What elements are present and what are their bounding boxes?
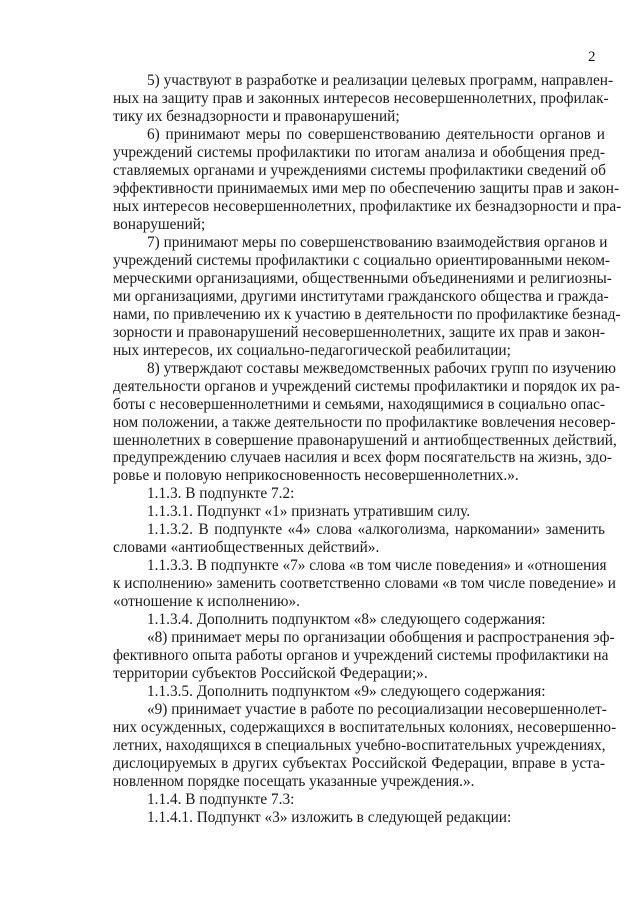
text-line: учреждений системы профилактики по итогам анализа и обобщения пред- xyxy=(113,144,605,161)
text-line: 1.1.3.5. Дополнить подпунктом «9» следующего содержания: xyxy=(147,683,546,700)
page-number: 2 xyxy=(588,49,596,65)
text-line: ровье и половую неприкосновенность несовершеннолетних.». xyxy=(113,467,519,484)
text-line: словами «антиобщественных действий». xyxy=(113,539,380,556)
text-line: тику их безнадзорности и правонарушений; xyxy=(113,108,400,125)
text-line: 5) участвуют в разработке и реализации целевых программ, направлен- xyxy=(147,72,614,89)
text-line: мерческими организациями, общественными объединениями и религиозны- xyxy=(113,270,612,287)
text-line: зорности и правонарушений несовершеннолетних, защите их прав и закон- xyxy=(113,324,605,341)
text-line: дислоцируемых в других субъектах Российской Федерации, вправе в уста- xyxy=(113,755,605,772)
text-line: шеннолетних в совершение правонарушений и антиобщественных действий, xyxy=(113,432,617,449)
text-line: летних, находящихся в специальных учебно-воспитательных учреждениях, xyxy=(113,737,606,754)
text-line: 7) принимают меры по совершенствованию взаимодействия органов и xyxy=(147,234,608,251)
text-line: предупреждению случаев насилия и всех форм посягательств на жизнь, здо- xyxy=(113,449,612,466)
text-line: 8) утверждают составы межведомственных рабочих групп по изучению xyxy=(147,360,616,377)
text-line: новленном порядке посещать указанные учреждения.». xyxy=(113,773,475,790)
text-line: 1.1.3.1. Подпункт «1» признать утратившим силу. xyxy=(147,503,471,520)
text-line: 1.1.3.2. В подпункте «4» слова «алкоголизма, наркомании» заменить xyxy=(147,521,605,538)
text-line: ном положении, а также деятельности по профилактике вовлечения несовер- xyxy=(113,414,616,431)
text-line: учреждений системы профилактики с социально ориентированными неком- xyxy=(113,252,611,269)
text-line: 1.1.3.3. В подпункте «7» слова «в том числе поведения» и «отношения xyxy=(147,557,607,574)
text-line: них осужденных, содержащихся в воспитательных колониях, несовершенно- xyxy=(113,719,617,736)
text-line: «отношение к исполнению». xyxy=(113,593,300,610)
text-line: «8) принимает меры по организации обобщения и распространения эф- xyxy=(147,629,615,646)
text-line: ных интересов, их социально-педагогической реабилитации; xyxy=(113,342,511,359)
text-line: эффективности принимаемых ими мер по обеспечению защиты прав и закон- xyxy=(113,180,620,197)
text-line: ми организациями, другими институтами гражданского общества и гражда- xyxy=(113,288,609,305)
text-line: деятельности органов и учреждений системы профилактики и порядок их ра- xyxy=(113,378,620,395)
text-line: территории субъектов Российской Федерации;». xyxy=(113,665,428,682)
text-line: к исполнению» заменить соответственно словами «в том числе поведение» и xyxy=(113,575,616,592)
text-line: нами, по привлечению их к участию в деятельности по профилактике безнад- xyxy=(113,306,621,323)
text-line: 1.1.4. В подпункте 7.3: xyxy=(147,791,295,808)
text-line: ных на защиту прав и законных интересов несовершеннолетних, профилак- xyxy=(113,90,609,107)
text-line: вонарушений; xyxy=(113,216,206,233)
text-line: 1.1.4.1. Подпункт «3» изложить в следующей редакции: xyxy=(147,809,512,826)
text-line: 1.1.3.4. Дополнить подпунктом «8» следующего содержания: xyxy=(147,611,546,628)
text-line: 6) принимают меры по совершенствованию деятельности органов и xyxy=(147,126,605,143)
text-line: «9) принимает участие в работе по ресоциализации несовершеннолет- xyxy=(147,701,607,718)
text-line: фективного опыта работы органов и учреждений системы профилактики на xyxy=(113,647,609,664)
text-line: ставляемых органами и учреждениями системы профилактики сведений об xyxy=(113,162,606,179)
text-line: ных интересов несовершеннолетних, профилактике их безнадзорности и пра- xyxy=(113,198,622,215)
text-line: боты с несовершеннолетними и семьями, находящимися в социально опас- xyxy=(113,396,605,413)
text-line: 1.1.3. В подпункте 7.2: xyxy=(147,485,295,502)
